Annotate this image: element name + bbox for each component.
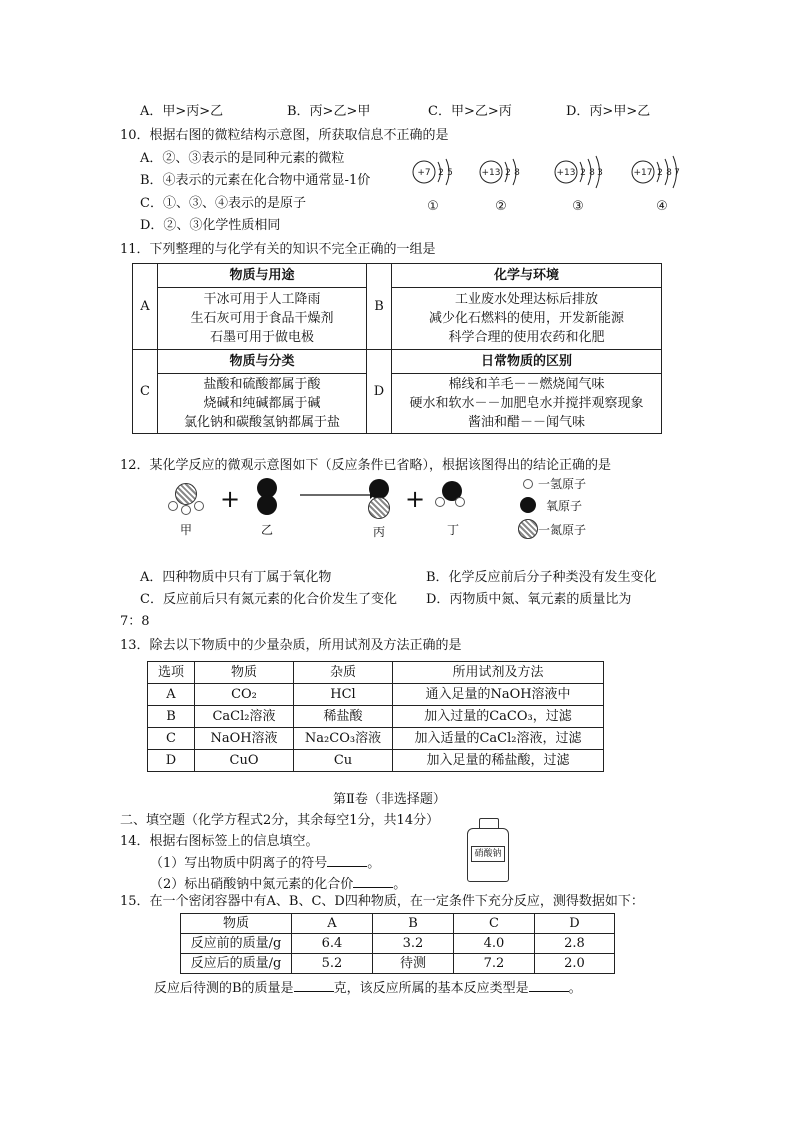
q11-content-a: 干冰可用于人工降雨 生石灰可用于食品干燥剂 石墨可用于做电极 xyxy=(158,288,367,350)
q13-header: 杂质 xyxy=(294,662,393,684)
label-jia: 甲 xyxy=(180,523,193,537)
q9-option-a: A．甲>丙>乙 xyxy=(140,104,224,119)
q12-ratio: 7：8 xyxy=(120,614,150,629)
q13-stem: 13．除去以下物质中的少量杂质，所用试剂及方法正确的是 xyxy=(120,638,462,653)
reaction-arrow-icon xyxy=(300,489,375,501)
q10-option-b: B．④表示的元素在化合物中通常显-1价 xyxy=(140,173,371,188)
plus-sign-1: + xyxy=(220,485,241,513)
q14-sub2: （2）标出硝酸钠中氮元素的化合价 。 xyxy=(150,877,407,892)
table-row: A CO₂ HCl 通入足量的NaOH溶液中 xyxy=(148,684,604,706)
q9-option-d: D．丙>甲>乙 xyxy=(566,104,651,119)
legend-nitrogen: 一氮原子 xyxy=(538,523,587,537)
atom-diagram-1 xyxy=(413,159,453,214)
nucleus-2: +13 xyxy=(481,168,501,178)
label-bing: 丙 xyxy=(373,525,386,539)
label-2: ② xyxy=(495,199,507,214)
shell-3-2: 8 xyxy=(589,168,595,178)
shell-3-1: 2 xyxy=(580,168,586,178)
label-yi: 乙 xyxy=(261,523,274,537)
q10-stem: 10．根据右图的微粒结构示意图，所获取信息不正确的是 xyxy=(120,128,449,143)
q11-title-c: 物质与分类 xyxy=(158,350,367,374)
q14-sub1: （1）写出物质中阴离子的符号 。 xyxy=(150,856,381,871)
q11-title-b: 化学与环境 xyxy=(392,264,662,288)
reaction-diagram xyxy=(160,475,640,545)
shell-4-1: 2 xyxy=(657,168,663,178)
nucleus-1: +7 xyxy=(417,168,431,178)
atom-diagram-3 xyxy=(555,156,603,214)
q11-stem: 11．下列整理的与化学有关的知识不完全正确的一组是 xyxy=(120,242,436,257)
plus-sign-2: + xyxy=(405,485,426,513)
q10-option-c: C．①、③、④表示的是原子 xyxy=(140,196,306,211)
legend-hydrogen: 一氢原子 xyxy=(538,477,587,491)
shell-2-1: 2 xyxy=(505,168,511,178)
table-row: C NaOH溶液 Na₂CO₃溶液 加入适量的CaCl₂溶液，过滤 xyxy=(148,728,604,750)
label-4: ④ xyxy=(656,199,668,214)
q11-content-d: 棉线和羊毛－－燃烧闻气味 硬水和软水－－加肥皂水并搅拌观察现象 酱油和醋－－闻气味 xyxy=(392,374,662,434)
label-1: ① xyxy=(427,199,439,214)
reagent-bottle xyxy=(467,818,509,882)
part2-section: 二、填空题（化学方程式2分，其余每空1分，共14分） xyxy=(120,813,440,828)
bottle-label: 硝酸钠 xyxy=(471,846,505,862)
q11-letter-b: B xyxy=(367,264,392,350)
q15-stem: 15．在一个密闭容器中有A、B、C、D四种物质，在一定条件下充分反应，测得数据如下： xyxy=(120,894,644,909)
q13-header: 所用试剂及方法 xyxy=(393,662,604,684)
q10-option-d: D．②、③化学性质相同 xyxy=(140,218,281,233)
atom-diagram-2 xyxy=(480,159,520,214)
q11-letter-a: A xyxy=(133,264,158,350)
q12-option-d: D．丙物质中氮、氧元素的质量比为 xyxy=(426,592,632,607)
shell-3-3: 3 xyxy=(597,168,603,178)
q9-option-c: C．甲>乙>丙 xyxy=(428,104,512,119)
label-ding: 丁 xyxy=(447,523,460,537)
atom-diagram-4 xyxy=(632,156,680,214)
q14-stem: 14．根据右图标签上的信息填空。 xyxy=(120,834,319,849)
shell-1-2: 5 xyxy=(447,168,453,178)
table-row: 反应后的质量/g 5.2 待测 7.2 2.0 xyxy=(181,954,615,974)
q11-letter-c: C xyxy=(133,350,158,434)
q13-table xyxy=(147,661,604,772)
shell-2-2: 8 xyxy=(514,168,520,178)
q9-option-b: B．丙>乙>甲 xyxy=(287,104,371,119)
table-row: D CuO Cu 加入足量的稀盐酸，过滤 xyxy=(148,750,604,772)
q15-table: 物质 A B C D 反应前的质量/g 6.4 3.2 4.0 2.8 反应后的质量/g 5.2 待测 7.2 2.0 xyxy=(180,913,615,974)
q11-table xyxy=(132,263,662,434)
q11-title-d: 日常物质的区别 xyxy=(392,350,662,374)
table-row: 反应前的质量/g 6.4 3.2 4.0 2.8 xyxy=(181,934,615,954)
q10-option-a: A．②、③表示的是同种元素的微粒 xyxy=(140,151,345,166)
q11-letter-d: D xyxy=(367,350,392,434)
shell-4-2: 8 xyxy=(666,168,672,178)
part2-title: 第Ⅱ卷（非选择题） xyxy=(333,792,446,807)
shell-1-1: 2 xyxy=(438,168,444,178)
q11-title-a: 物质与用途 xyxy=(158,264,367,288)
q12-option-b: B．化学反应前后分子种类没有发生变化 xyxy=(426,570,657,585)
q15-answer-line: 反应后待测的B的质量是 克，该反应所属的基本反应类型是 。 xyxy=(154,981,582,996)
legend-oxygen: 氧原子 xyxy=(546,499,583,513)
atomic-structure-diagrams xyxy=(400,140,700,220)
q13-header: 物质 xyxy=(195,662,294,684)
q12-option-c: C．反应前后只有氮元素的化合价发生了变化 xyxy=(140,592,397,607)
nucleus-3: +13 xyxy=(556,168,576,178)
q12-option-a: A．四种物质中只有丁属于氧化物 xyxy=(140,570,332,585)
q11-content-b: 工业废水处理达标后排放 减少化石燃料的使用，开发新能源 科学合理的使用农药和化肥 xyxy=(392,288,662,350)
q11-content-c: 盐酸和硫酸都属于酸 烧碱和纯碱都属于碱 氯化钠和碳酸氢钠都属于盐 xyxy=(158,374,367,434)
nucleus-4: +17 xyxy=(633,168,653,178)
shell-4-3: 7 xyxy=(674,168,680,178)
label-3: ③ xyxy=(572,199,584,214)
q12-stem: 12．某化学反应的微观示意图如下（反应条件已省略），根据该图得出的结论正确的是 xyxy=(120,458,612,473)
table-row: B CaCl₂溶液 稀盐酸 加入过量的CaCO₃，过滤 xyxy=(148,706,604,728)
q13-header: 选项 xyxy=(148,662,195,684)
